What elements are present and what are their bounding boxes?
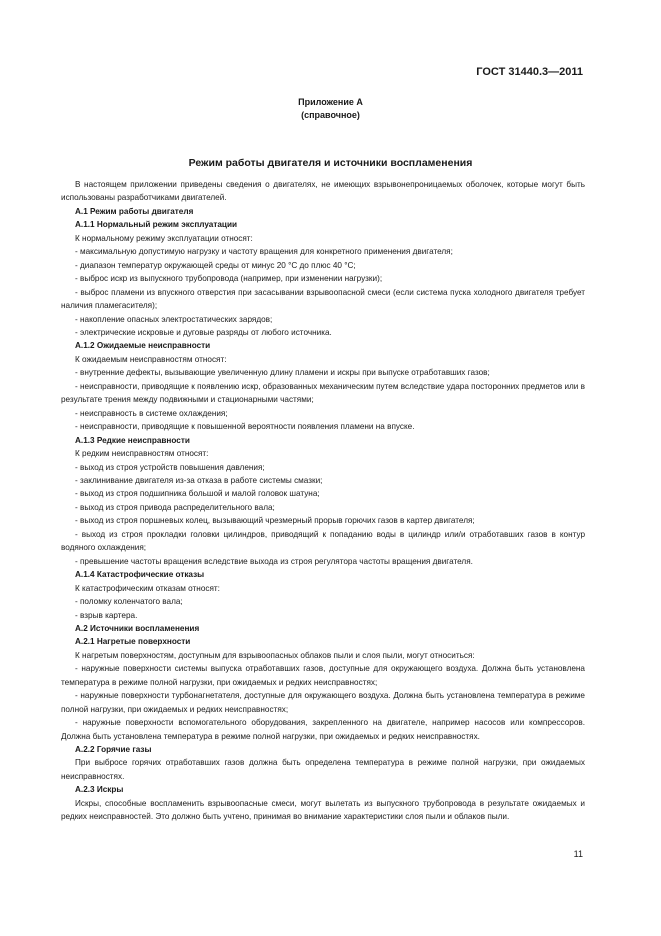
standard-designation: ГОСТ 31440.3—2011 [476, 66, 583, 78]
appendix-heading [0, 96, 661, 122]
section-heading: А.1 Режим работы двигателя [75, 206, 194, 216]
paragraph: - внутренние дефекты, вызывающие увеличенную длину пламени и искры при выпуске отработавших газов; [75, 368, 490, 378]
appendix-type: (справочное) [301, 110, 360, 120]
section-heading: А.1.2 Ожидаемые неисправности [75, 341, 211, 351]
section-heading: А.2.3 Искры [75, 785, 124, 795]
paragraph: К катастрофическим отказам относят: [75, 583, 220, 593]
paragraph: - неисправность в системе охлаждения; [75, 408, 228, 418]
paragraph: - наружные поверхности системы выпуска отработавших газов, доступные для окружающего воздуха. Должна быть установлена температура в режиме полной нагрузки, при ожидаемых и редких неисправностях; [61, 664, 585, 687]
appendix-title: Режим работы двигателя и источники воспламенения [188, 157, 473, 169]
paragraph: - выход из строя подшипника большой и малой головок шатуна; [75, 489, 320, 499]
paragraph: - электрические искровые и дуговые разряды от любого источника. [75, 327, 332, 337]
paragraph: Искры, способные воспламенить взрывоопасные смеси, могут вылетать из выпускного трубопровода в результате ожидаемых и редких неисправностей. Это должно быть учтено, принимая во внимание характеристики слоя пыли и облаков пыли. [61, 798, 585, 822]
paragraph: - наружные поверхности турбонагнетателя, доступные для окружающего воздуха. Должна быть установлена температура в режиме полной нагрузки, при ожидаемых и редких неисправностях; [61, 691, 585, 714]
paragraph: - выброс пламени из впускного отверстия при засасывании взрывоопасной смеси (если система пуска холодного двигателя требует наличия пламегасителя); [61, 287, 585, 311]
section-heading: А.2.2 Горячие газы [75, 745, 152, 755]
paragraph: - выход из строя прокладки головки цилиндров, приводящий к попаданию воды в цилиндр или/и отработавших газов в контур водяного охлаждения; [61, 529, 585, 553]
section-heading: А.2 Источники воспламенения [75, 623, 200, 633]
paragraph: - неисправности, приводящие к появлению искр, образованных механическим путем вследствие удара посторонних предметов или в результате трения между подвижными и стационарными частями; [61, 381, 585, 405]
paragraph: - максимальную допустимую нагрузку и частоту вращения для конкретного применения двигателя; [75, 247, 453, 257]
paragraph: К нагретым поверхностям, доступным для взрывоопасных облаков пыли и слоя пыли, могут относиться: [75, 650, 475, 660]
paragraph: - поломку коленчатого вала; [75, 597, 183, 607]
paragraph: - наружные поверхности вспомогательного оборудования, закрепленного на двигателе, например насосов или компрессоров. Должна быть установлена температура в режиме полной нагрузки, при ожидаемых и редких неисправностях. [61, 718, 585, 741]
section-heading: А.1.1 Нормальный режим эксплуатации [75, 220, 238, 230]
paragraph: - выход из строя привода распределительного вала; [75, 502, 275, 512]
paragraph: - превышение частоты вращения вследствие выхода из строя регулятора частоты вращения двигателя. [75, 556, 473, 566]
paragraph: - неисправности, приводящие к повышенной вероятности появления пламени на впуске. [75, 422, 415, 432]
page-number: 11 [573, 849, 583, 859]
paragraph: - выход из строя поршневых колец, вызывающий чрезмерный прорыв горючих газов в картер двигателя; [75, 516, 475, 526]
section-heading: А.1.4 Катастрофические отказы [75, 570, 205, 580]
paragraph: - заклинивание двигателя из-за отказа в работе системы смазки; [75, 475, 323, 485]
section-heading: А.2.1 Нагретые поверхности [75, 637, 191, 647]
paragraph: - диапазон температур окружающей среды от минус 20 °С до плюс 40 °С; [75, 260, 356, 270]
document-body [61, 178, 585, 824]
paragraph: - выход из строя устройств повышения давления; [75, 462, 265, 472]
paragraph: К редким неисправностям относят: [75, 449, 209, 459]
paragraph: К ожидаемым неисправностям относят: [75, 354, 227, 364]
section-heading: А.1.3 Редкие неисправности [75, 435, 190, 445]
paragraph: К нормальному режиму эксплуатации относят: [75, 233, 253, 243]
paragraph: При выбросе горячих отработавших газов должна быть определена температура в режиме полной нагрузки, при ожидаемых неисправностях. [61, 758, 585, 781]
paragraph: - выброс искр из выпускного трубопровода (например, при изменении нагрузки); [75, 274, 383, 284]
appendix-label: Приложение А [298, 97, 363, 107]
paragraph: - накопление опасных электростатических зарядов; [75, 314, 273, 324]
paragraph: - взрыв картера. [75, 610, 138, 620]
paragraph: В настоящем приложении приведены сведения о двигателях, не имеющих взрывонепроницаемых оболочек, которые могут быть использованы разработчиками двигателей. [61, 180, 585, 203]
